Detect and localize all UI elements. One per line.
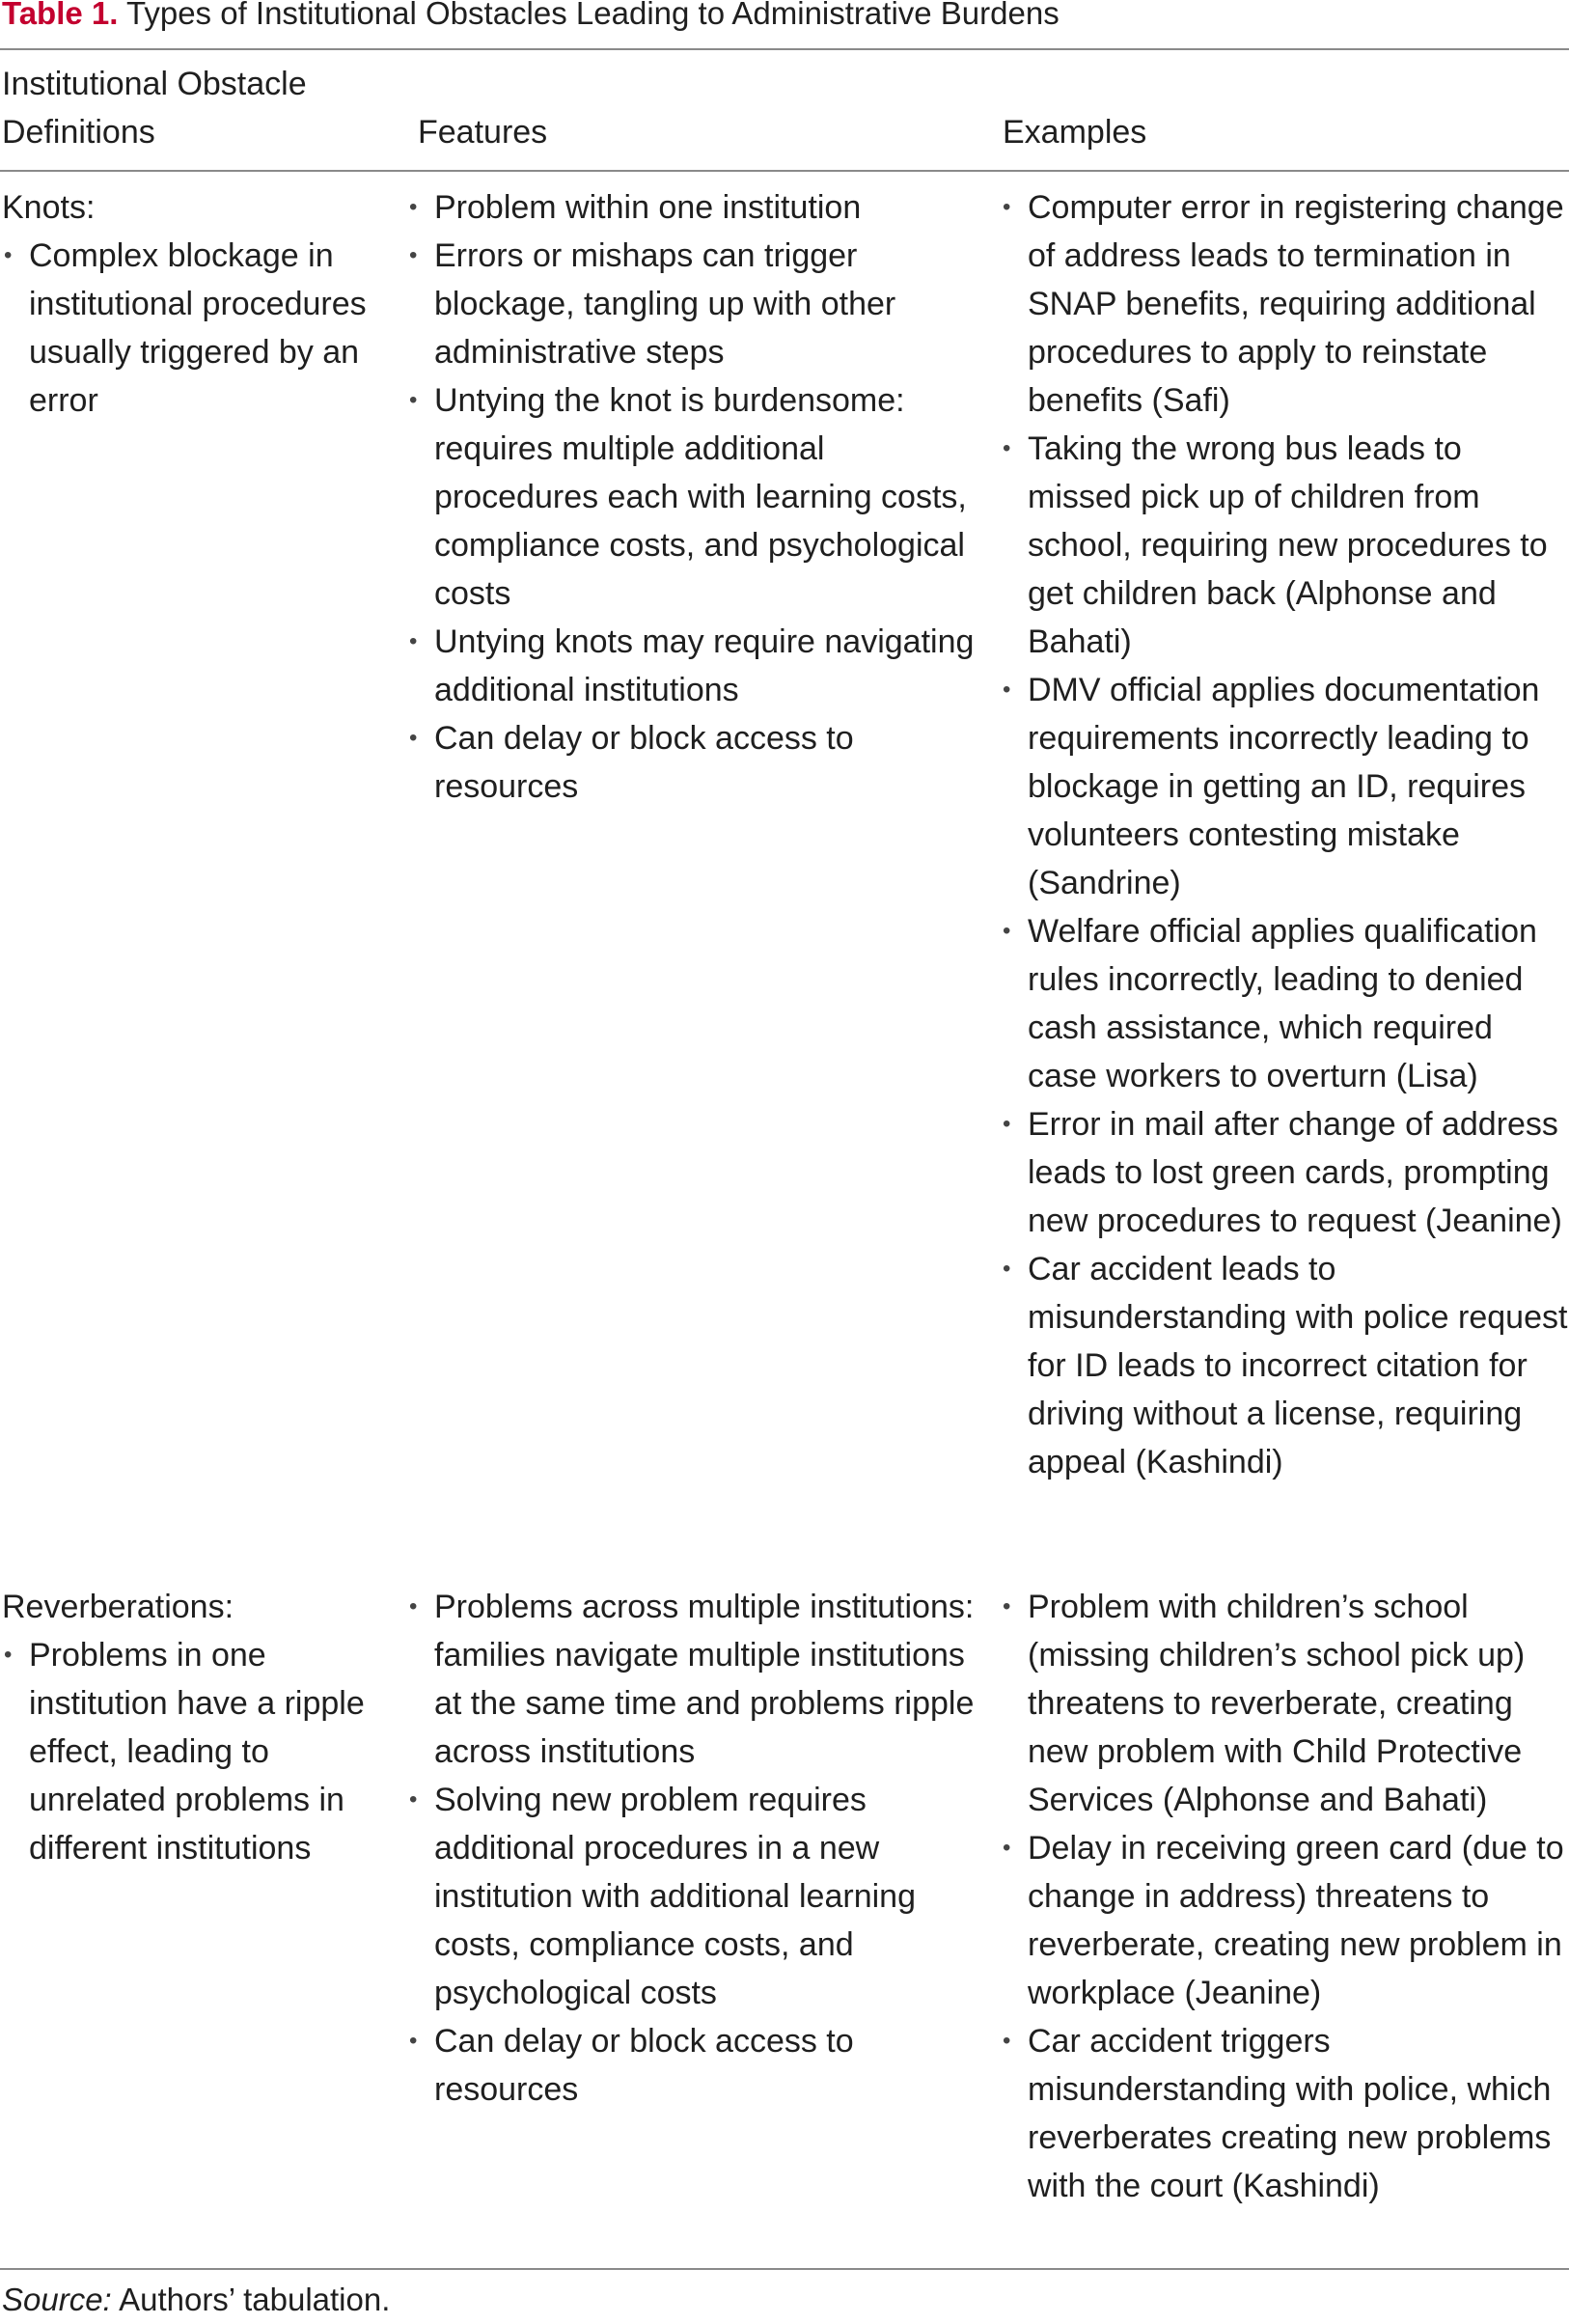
row-knots-features [407,183,986,811]
source-text: Authors’ tabulation. [111,2282,391,2317]
list-item: • Can delay or block access to resources [407,2017,986,2114]
list-item: • Car accident triggers misunderstanding with police, which reverberates creating new problems with the court (Kashindi) [1001,2017,1569,2210]
header-definitions: Institutional Obstacle Definitions [2,66,307,151]
top-rule [0,48,1569,50]
reverberations-definition-list [2,1631,388,1872]
header-features: Features [418,114,548,151]
header-examples: Examples [1003,114,1147,151]
bottom-rule [0,2268,1569,2270]
row-reverberations-definitions [2,1583,388,1872]
row-reverberations-features [407,1583,986,2114]
row-knots-definitions [2,183,388,425]
list-item: • Welfare official applies qualification rules incorrectly, leading to denied cash assistance, which required case workers to overturn (Lisa) [1001,907,1569,1100]
list-item: • Untying knots may require navigating additional institutions [407,618,986,714]
list-item: • Taking the wrong bus leads to missed pick up of children from school, requiring new procedures to get children back (Alphonse and Bahati) [1001,425,1569,666]
list-item: • Solving new problem requires additional procedures in a new institution with additional learning costs, compliance costs, and psychological costs [407,1776,986,2017]
list-item: • Problem within one institution [407,183,986,232]
reverberations-feature-list [407,1583,986,2114]
row-reverberations-examples [1001,1583,1569,2210]
table-number: Table 1. [2,0,119,31]
reverberations-example-list [1001,1583,1569,2210]
table-title: Types of Institutional Obstacles Leading to Administrative Burdens [118,0,1060,31]
table-source-note [2,2276,390,2324]
header-rule [0,170,1569,172]
list-item: • Errors or mishaps can trigger blockage, tangling up with other administrative steps [407,232,986,376]
list-item: • Untying the knot is burdensome: requires multiple additional procedures each with learning costs, compliance costs, and psychological costs [407,376,986,618]
source-label: Source: [2,2282,112,2317]
table-caption [2,0,1060,33]
list-item: • Error in mail after change of address leads to lost green cards, prompting new procedures to request (Jeanine) [1001,1100,1569,1245]
list-item: • Computer error in registering change of address leads to termination in SNAP benefits, requiring additional procedures to apply to reinstate benefits (Safi) [1001,183,1569,425]
list-item: • Can delay or block access to resources [407,714,986,811]
list-item: • Complex blockage in institutional procedures usually triggered by an error [2,232,388,425]
list-item: • Problem with children’s school (missing children’s school pick up) threatens to reverberate, creating new problem with Child Protective Services (Alphonse and Bahati) [1001,1583,1569,1824]
knots-example-list [1001,183,1569,1486]
knots-definition-list [2,232,388,425]
list-item: • DMV official applies documentation requirements incorrectly leading to blockage in getting an ID, requires volunteers contesting mistake (Sandrine) [1001,666,1569,907]
list-item: • Delay in receiving green card (due to change in address) threatens to reverberate, creating new problem in workplace (Jeanine) [1001,1824,1569,2017]
row-label-reverberations: Reverberations: [2,1589,234,1625]
list-item: • Car accident leads to misunderstanding with police request for ID leads to incorrect citation for driving without a license, requiring appeal (Kashindi) [1001,1245,1569,1486]
list-item: • Problems across multiple institutions: families navigate multiple institutions at the same time and problems ripple across institutions [407,1583,986,1776]
row-knots-examples [1001,183,1569,1486]
list-item: • Problems in one institution have a ripple effect, leading to unrelated problems in different institutions [2,1631,388,1872]
knots-feature-list [407,183,986,811]
row-label-knots: Knots: [2,189,96,226]
